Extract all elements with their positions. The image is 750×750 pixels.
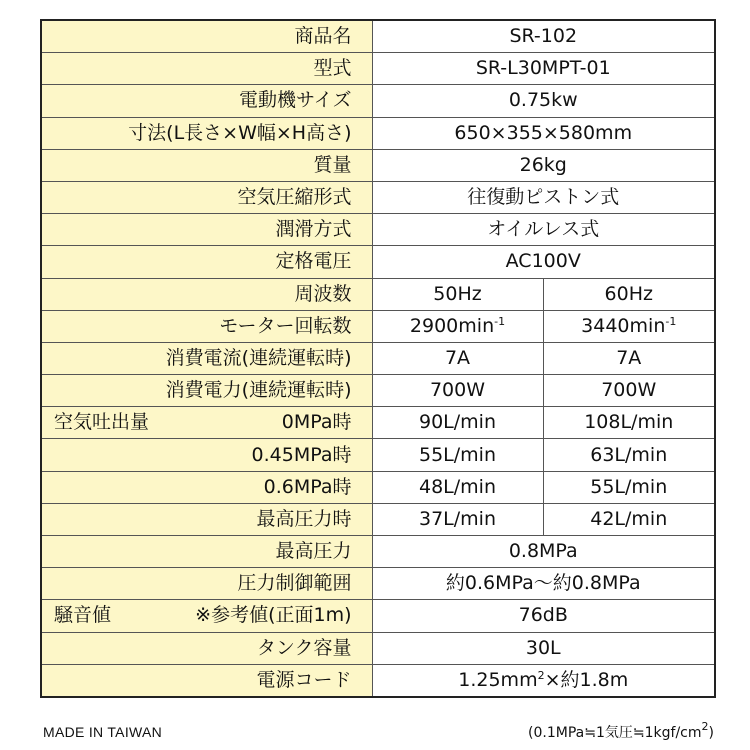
- table-row: [41, 600, 715, 632]
- table-row: [41, 246, 715, 278]
- row-label: 空気圧縮形式: [41, 181, 372, 213]
- spec-table: [40, 19, 716, 698]
- table-row: [41, 117, 715, 149]
- unit-note-close: ): [708, 725, 714, 741]
- row-label-right: ※参考値(正面1m): [195, 604, 352, 627]
- row-label: 定格電圧: [41, 246, 372, 278]
- row-label: 周波数: [41, 278, 372, 310]
- row-label: 圧力制御範囲: [41, 568, 372, 600]
- value-text: 2900min: [409, 314, 495, 337]
- value-superscript: -1: [494, 314, 506, 328]
- origin-label: MADE IN TAIWAN: [43, 724, 163, 740]
- row-value: 30L: [372, 632, 715, 664]
- value-50hz: 50Hz: [372, 278, 543, 310]
- row-value: 76dB: [372, 600, 715, 632]
- table-row: [41, 85, 715, 117]
- value-60hz: 108L/min: [543, 407, 715, 439]
- row-label: 寸法(L長さ×W幅×H高さ): [41, 117, 372, 149]
- row-label: 電動機サイズ: [41, 85, 372, 117]
- value-50hz: 90L/min: [372, 407, 543, 439]
- value-50hz: 48L/min: [372, 471, 543, 503]
- value-60hz: 42L/min: [543, 503, 715, 535]
- table-row: [41, 439, 715, 471]
- table-row: [41, 53, 715, 85]
- value-50hz: 700W: [372, 375, 543, 407]
- value-60hz: [543, 310, 715, 342]
- table-row: [41, 310, 715, 342]
- table-row: [41, 568, 715, 600]
- value-50hz: 7A: [372, 342, 543, 374]
- table-row: [41, 181, 715, 213]
- table-row: [41, 214, 715, 246]
- row-label: 質量: [41, 149, 372, 181]
- row-value: AC100V: [372, 246, 715, 278]
- row-label: 最高圧力時: [41, 503, 372, 535]
- value-text-rest: ×約1.8m: [544, 668, 629, 691]
- table-row: [41, 278, 715, 310]
- row-label: 潤滑方式: [41, 214, 372, 246]
- value-60hz: 60Hz: [543, 278, 715, 310]
- row-label: 型式: [41, 53, 372, 85]
- row-value: [372, 664, 715, 697]
- unit-note: [528, 722, 714, 742]
- row-label-right: 0MPa時: [281, 411, 352, 434]
- table-row: [41, 342, 715, 374]
- table-row: [41, 407, 715, 439]
- value-60hz: 700W: [543, 375, 715, 407]
- row-value: 650×355×580mm: [372, 117, 715, 149]
- row-label: モーター回転数: [41, 310, 372, 342]
- row-value: SR-102: [372, 20, 715, 53]
- value-60hz: 7A: [543, 342, 715, 374]
- row-label: [41, 407, 372, 439]
- table-row: [41, 149, 715, 181]
- row-value: 往復動ピストン式: [372, 181, 715, 213]
- row-value: 26kg: [372, 149, 715, 181]
- value-text: 1.25mm: [458, 668, 538, 691]
- table-row: [41, 20, 715, 53]
- table-row: [41, 664, 715, 697]
- row-value: 0.75kw: [372, 85, 715, 117]
- table-row: [41, 471, 715, 503]
- table-row: [41, 503, 715, 535]
- value-superscript: -1: [665, 314, 677, 328]
- value-60hz: 55L/min: [543, 471, 715, 503]
- value-superscript: 2: [537, 668, 545, 682]
- row-label: 0.45MPa時: [41, 439, 372, 471]
- table-row: [41, 632, 715, 664]
- unit-note-superscript: 2: [701, 720, 709, 733]
- row-label: 電源コード: [41, 664, 372, 697]
- value-50hz: 55L/min: [372, 439, 543, 471]
- row-label: 商品名: [41, 20, 372, 53]
- row-label-left: 騒音値: [54, 604, 112, 627]
- row-value: 0.8MPa: [372, 536, 715, 568]
- table-row: [41, 375, 715, 407]
- value-60hz: 63L/min: [543, 439, 715, 471]
- row-label: 最高圧力: [41, 536, 372, 568]
- row-value: 約0.6MPa〜約0.8MPa: [372, 568, 715, 600]
- value-50hz: [372, 310, 543, 342]
- value-text: 3440min: [581, 314, 666, 337]
- row-label: タンク容量: [41, 632, 372, 664]
- row-label-left: 空気吐出量: [54, 411, 150, 434]
- row-value: オイルレス式: [372, 214, 715, 246]
- value-50hz: 37L/min: [372, 503, 543, 535]
- row-value: SR-L30MPT-01: [372, 53, 715, 85]
- row-label: 0.6MPa時: [41, 471, 372, 503]
- row-label: 消費電力(連続運転時): [41, 375, 372, 407]
- row-label: 消費電流(連続運転時): [41, 342, 372, 374]
- row-label: [41, 600, 372, 632]
- table-row: [41, 536, 715, 568]
- unit-note-text: (0.1MPa≒1気圧≒1kgf/cm: [528, 725, 702, 741]
